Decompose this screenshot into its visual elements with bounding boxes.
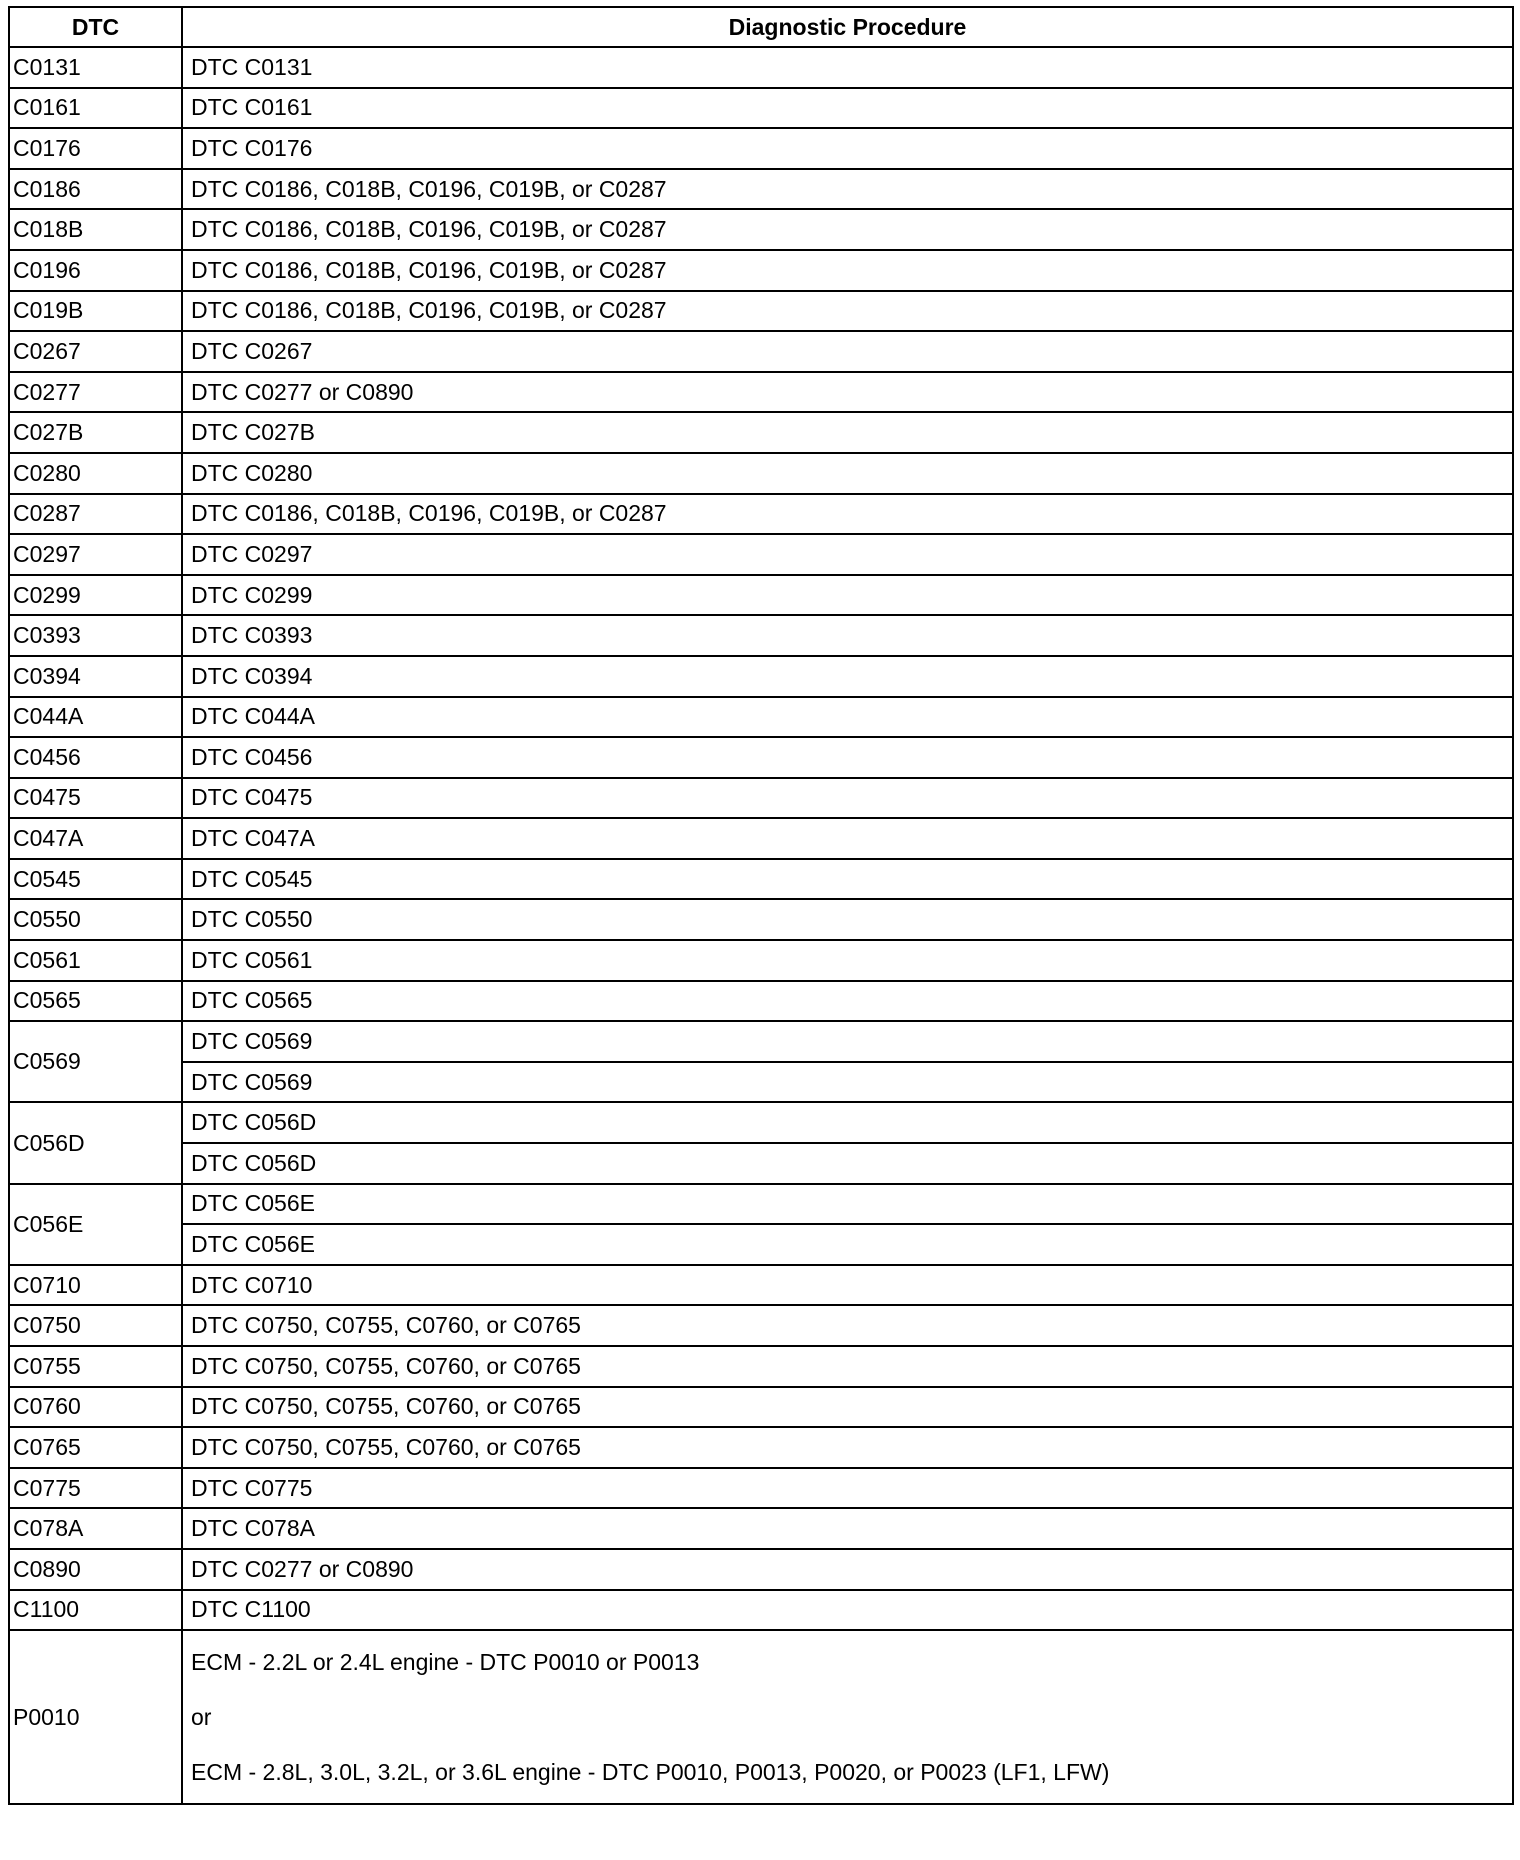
table-row <box>9 209 1513 250</box>
procedure-cell: DTC C047A <box>182 818 1513 859</box>
dtc-code: C0196 <box>9 250 182 291</box>
table-row <box>9 575 1513 616</box>
procedure-cell: DTC C0393 <box>182 615 1513 656</box>
procedure-line: ECM - 2.2L or 2.4L engine - DTC P0010 or P0013 <box>191 1648 700 1675</box>
procedure-cell: DTC C0561 <box>182 940 1513 981</box>
table-row <box>9 737 1513 778</box>
dtc-table <box>8 6 1514 1805</box>
table-row <box>9 1590 1513 1631</box>
dtc-code: C0161 <box>9 88 182 129</box>
dtc-code: C0475 <box>9 778 182 819</box>
table-row <box>9 1102 1513 1143</box>
procedure-cell: DTC C0775 <box>182 1468 1513 1509</box>
procedure-cell: DTC C0280 <box>182 453 1513 494</box>
table-row <box>9 1508 1513 1549</box>
table-row <box>9 250 1513 291</box>
table-row <box>9 1143 1513 1184</box>
procedure-cell: DTC C0277 or C0890 <box>182 372 1513 413</box>
dtc-code: C1100 <box>9 1590 182 1631</box>
dtc-code: C018B <box>9 209 182 250</box>
table-row <box>9 899 1513 940</box>
table-row <box>9 412 1513 453</box>
procedure-cell: DTC C0186, C018B, C0196, C019B, or C0287 <box>182 291 1513 332</box>
table-row <box>9 128 1513 169</box>
header-diagnostic-procedure: Diagnostic Procedure <box>182 7 1513 47</box>
table-row <box>9 697 1513 738</box>
dtc-code: C027B <box>9 412 182 453</box>
table-row <box>9 1427 1513 1468</box>
dtc-code: C0565 <box>9 981 182 1022</box>
dtc-code: C0297 <box>9 534 182 575</box>
dtc-code: C0755 <box>9 1346 182 1387</box>
dtc-code: C0750 <box>9 1305 182 1346</box>
dtc-code: C056E <box>9 1184 182 1265</box>
table-row <box>9 169 1513 210</box>
dtc-code: C0710 <box>9 1265 182 1306</box>
procedure-cell: DTC C0161 <box>182 88 1513 129</box>
procedure-cell: DTC C044A <box>182 697 1513 738</box>
procedure-cell: DTC C078A <box>182 1508 1513 1549</box>
procedure-cell: DTC C0186, C018B, C0196, C019B, or C0287 <box>182 209 1513 250</box>
dtc-code: C0394 <box>9 656 182 697</box>
table-row <box>9 291 1513 332</box>
table-row <box>9 818 1513 859</box>
table-row <box>9 534 1513 575</box>
procedure-cell: DTC C0565 <box>182 981 1513 1022</box>
dtc-code: C0186 <box>9 169 182 210</box>
table-row <box>9 981 1513 1022</box>
dtc-code: C0456 <box>9 737 182 778</box>
table-row <box>9 615 1513 656</box>
procedure-cell: DTC C0186, C018B, C0196, C019B, or C0287 <box>182 169 1513 210</box>
dtc-code: C056D <box>9 1102 182 1183</box>
procedure-cell: DTC C0750, C0755, C0760, or C0765 <box>182 1305 1513 1346</box>
procedure-cell: DTC C0267 <box>182 331 1513 372</box>
dtc-code: C0765 <box>9 1427 182 1468</box>
table-row <box>9 778 1513 819</box>
procedure-cell: DTC C056D <box>182 1102 1513 1143</box>
procedure-line: ECM - 2.8L, 3.0L, 3.2L, or 3.6L engine - DTC P0010, P0013, P0020, or P0023 (LF1, LFW) <box>191 1758 1110 1785</box>
procedure-cell: DTC C0176 <box>182 128 1513 169</box>
dtc-code: C0176 <box>9 128 182 169</box>
procedure-cell: DTC C0186, C018B, C0196, C019B, or C0287 <box>182 494 1513 535</box>
table-row <box>9 1184 1513 1225</box>
table-row <box>9 1224 1513 1265</box>
table-row <box>9 1346 1513 1387</box>
procedure-cell: DTC C056E <box>182 1184 1513 1225</box>
dtc-code: C0131 <box>9 47 182 88</box>
procedure-cell: DTC C0569 <box>182 1021 1513 1062</box>
table-row <box>9 1387 1513 1428</box>
table-row <box>9 1468 1513 1509</box>
procedure-cell: DTC C0277 or C0890 <box>182 1549 1513 1590</box>
table-row <box>9 88 1513 129</box>
dtc-code: P0010 <box>9 1630 182 1804</box>
dtc-code: C0280 <box>9 453 182 494</box>
table-row <box>9 1062 1513 1103</box>
procedure-cell: DTC C0750, C0755, C0760, or C0765 <box>182 1346 1513 1387</box>
procedure-cell: DTC C0475 <box>182 778 1513 819</box>
procedure-cell: DTC C0299 <box>182 575 1513 616</box>
table-row <box>9 453 1513 494</box>
procedure-cell: DTC C0131 <box>182 47 1513 88</box>
table-row <box>9 372 1513 413</box>
dtc-code: C0890 <box>9 1549 182 1590</box>
procedure-cell <box>182 1630 1513 1804</box>
dtc-code: C0287 <box>9 494 182 535</box>
table-row <box>9 494 1513 535</box>
dtc-code: C0569 <box>9 1021 182 1102</box>
dtc-code: C078A <box>9 1508 182 1549</box>
table-row <box>9 1265 1513 1306</box>
procedure-cell: DTC C0297 <box>182 534 1513 575</box>
dtc-code: C0760 <box>9 1387 182 1428</box>
procedure-cell: DTC C056E <box>182 1224 1513 1265</box>
table-row <box>9 1549 1513 1590</box>
procedure-cell: DTC C0710 <box>182 1265 1513 1306</box>
header-dtc: DTC <box>9 7 182 47</box>
procedure-cell: DTC C0569 <box>182 1062 1513 1103</box>
procedure-cell: DTC C1100 <box>182 1590 1513 1631</box>
procedure-cell: DTC C0750, C0755, C0760, or C0765 <box>182 1387 1513 1428</box>
dtc-code: C019B <box>9 291 182 332</box>
table-row <box>9 331 1513 372</box>
procedure-cell: DTC C0394 <box>182 656 1513 697</box>
table-row <box>9 859 1513 900</box>
dtc-code: C0545 <box>9 859 182 900</box>
dtc-code: C0267 <box>9 331 182 372</box>
dtc-code: C0550 <box>9 899 182 940</box>
dtc-code: C0393 <box>9 615 182 656</box>
procedure-line: or <box>191 1703 212 1730</box>
dtc-code: C0561 <box>9 940 182 981</box>
table-row <box>9 940 1513 981</box>
dtc-code: C044A <box>9 697 182 738</box>
procedure-cell: DTC C0456 <box>182 737 1513 778</box>
procedure-cell: DTC C027B <box>182 412 1513 453</box>
table-row <box>9 656 1513 697</box>
table-row <box>9 47 1513 88</box>
procedure-cell: DTC C0545 <box>182 859 1513 900</box>
dtc-code: C0299 <box>9 575 182 616</box>
table-body <box>9 47 1513 1804</box>
table-header-row <box>9 7 1513 47</box>
table-row <box>9 1021 1513 1062</box>
table-row <box>9 1630 1513 1804</box>
dtc-table-container <box>8 6 1512 1805</box>
table-row <box>9 1305 1513 1346</box>
procedure-cell: DTC C0550 <box>182 899 1513 940</box>
dtc-code: C047A <box>9 818 182 859</box>
procedure-cell: DTC C0186, C018B, C0196, C019B, or C0287 <box>182 250 1513 291</box>
procedure-cell: DTC C0750, C0755, C0760, or C0765 <box>182 1427 1513 1468</box>
dtc-code: C0277 <box>9 372 182 413</box>
procedure-cell: DTC C056D <box>182 1143 1513 1184</box>
dtc-code: C0775 <box>9 1468 182 1509</box>
